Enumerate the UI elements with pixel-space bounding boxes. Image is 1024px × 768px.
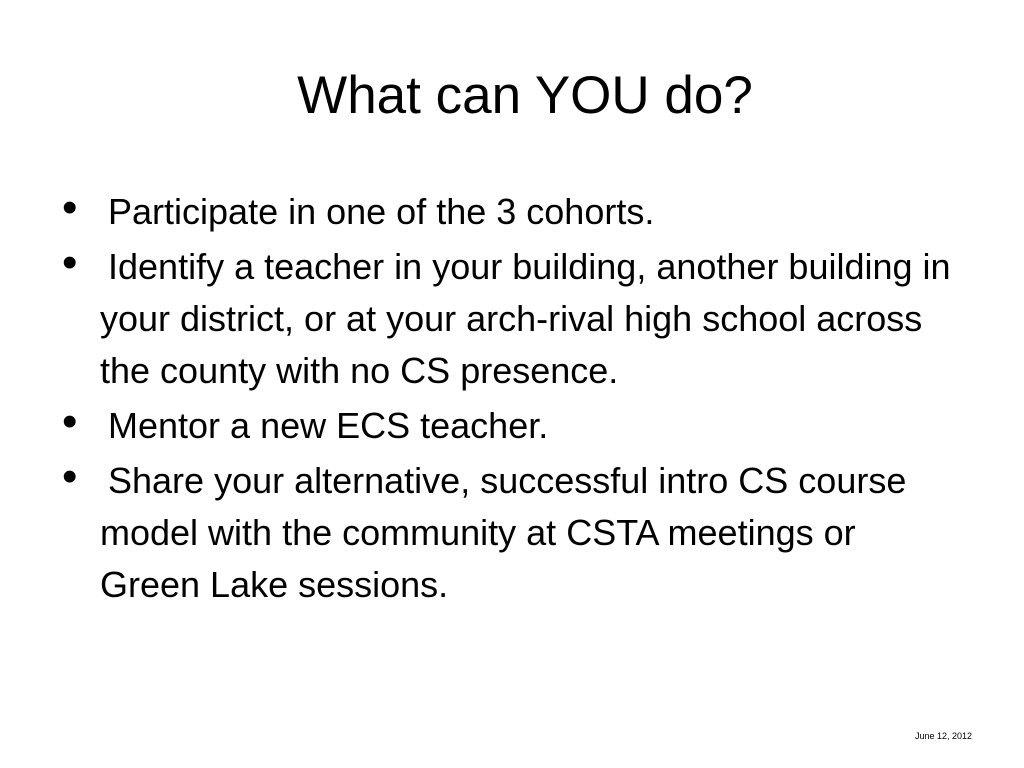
- bullet-icon: •: [62, 238, 78, 287]
- bullet-text: Participate in one of the 3 cohorts.: [108, 191, 655, 232]
- bullet-item: [62, 397, 962, 452]
- bullet-text: Mentor a new ECS teacher.: [108, 405, 549, 446]
- bullet-item: [62, 238, 962, 397]
- bullet-text: Share your alternative, successful intro CS course model with the community at CSTA meetings or Green Lake sessions.: [100, 460, 907, 605]
- bullet-item: [62, 452, 962, 611]
- bullet-text: Identify a teacher in your building, another building in your district, or at your arch-rival high school across the county with no CS presence.: [100, 246, 951, 391]
- bullet-icon: •: [62, 183, 78, 232]
- footer-date: June 12, 2012: [914, 731, 972, 741]
- bullet-icon: •: [62, 452, 78, 501]
- slide-title: What can YOU do?: [297, 66, 753, 125]
- bullet-icon: •: [62, 397, 78, 446]
- bullet-item: [62, 183, 962, 238]
- bullet-list: [62, 183, 962, 614]
